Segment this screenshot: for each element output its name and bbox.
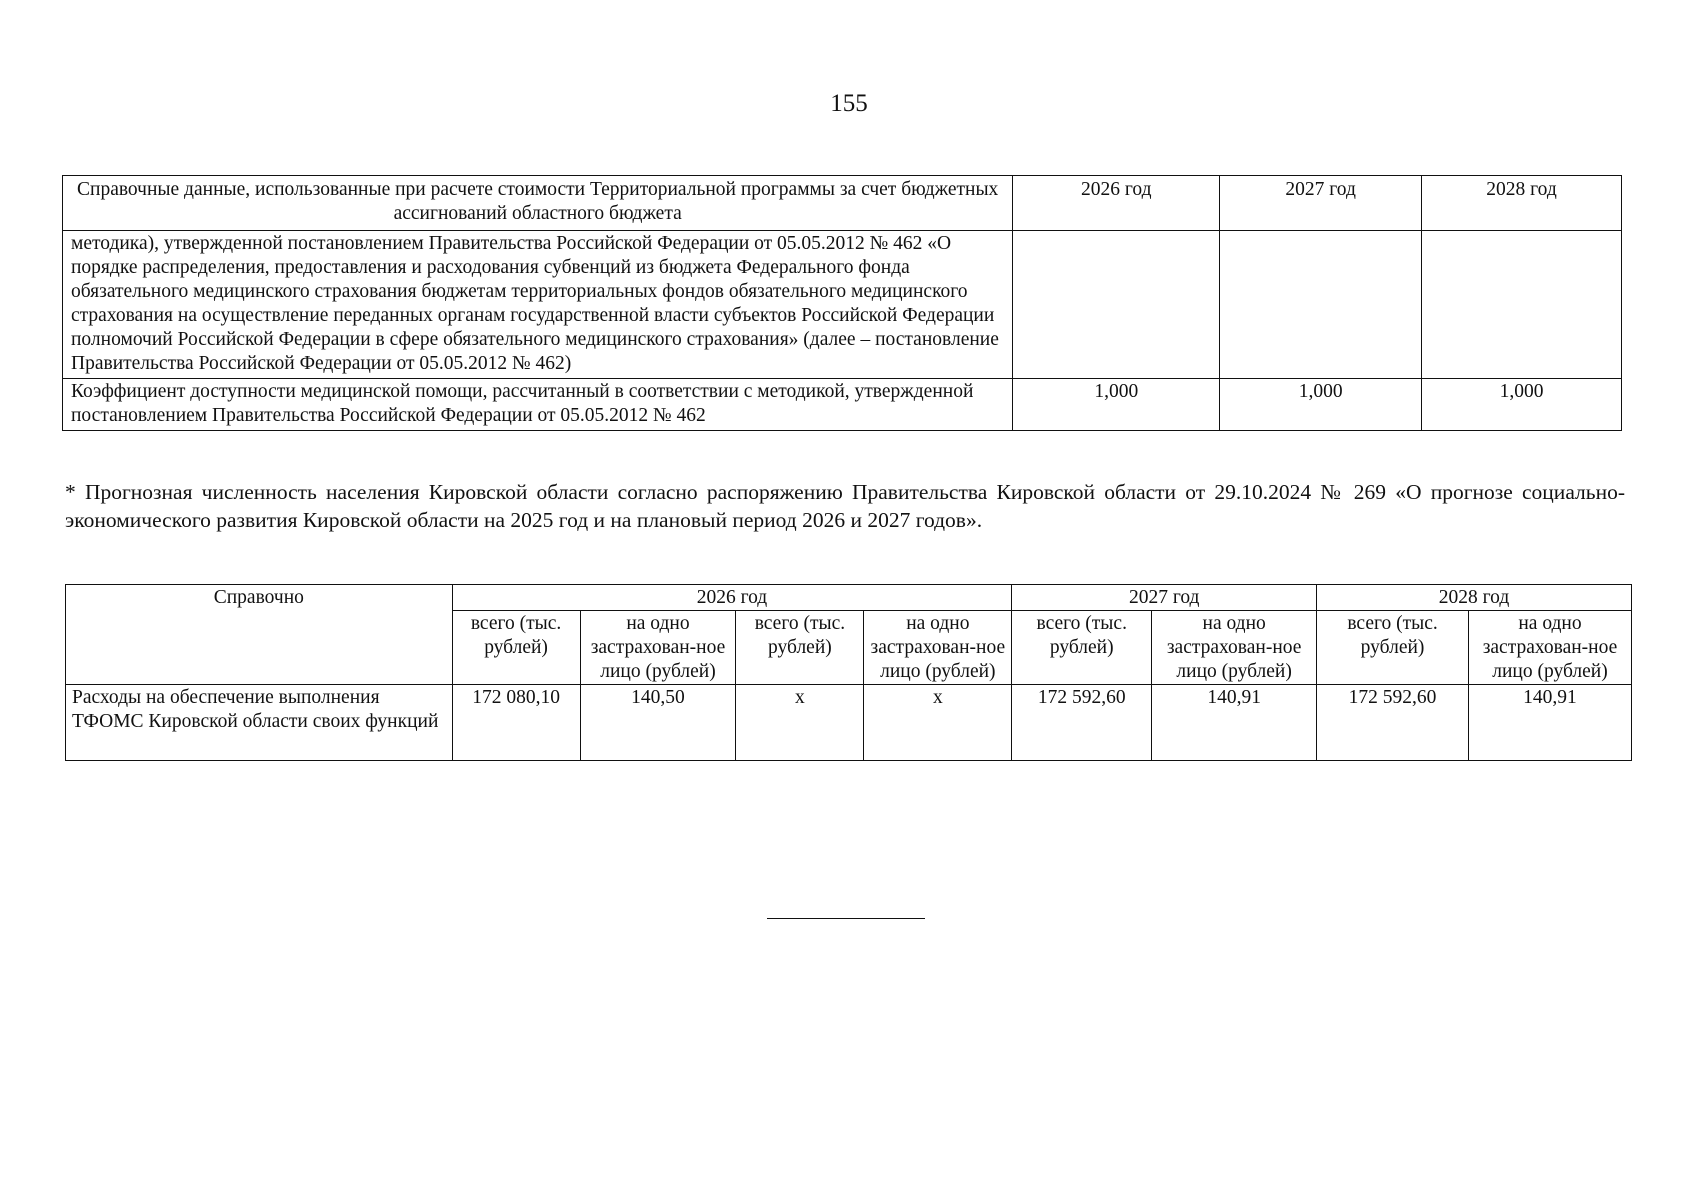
table-row — [63, 231, 1622, 379]
page-number: 155 — [830, 90, 868, 117]
row-label: Расходы на обеспечение выполнения ТФОМС Кировской области своих функций — [66, 685, 453, 761]
subheader-total: всего (тыс. рублей) — [1012, 611, 1152, 685]
subheader-total: всего (тыс. рублей) — [736, 611, 864, 685]
header-year-2028: 2028 год — [1317, 585, 1632, 611]
footnote: * Прогнозная численность населения Кировской области согласно распоряжению Правительства Кировской области от 29.10.2024 № 269 «О прогнозе социально-экономического развития Кировской области на 2025 год и на плановый период 2026 и 2027 годов». — [65, 480, 1625, 532]
row-value: х — [864, 685, 1012, 761]
table-header-row — [63, 176, 1622, 231]
row-value-2026 — [1013, 231, 1220, 379]
subheader-per-insured: на одно застрахован-ное лицо (рублей) — [580, 611, 736, 685]
subheader-total: всего (тыс. рублей) — [452, 611, 580, 685]
row-value-2026: 1,000 — [1013, 379, 1220, 431]
reference-data-table — [62, 175, 1622, 431]
row-value: 172 080,10 — [452, 685, 580, 761]
tfoms-expenses-table — [65, 584, 1632, 761]
row-value-2027 — [1220, 231, 1422, 379]
subheader-per-insured: на одно застрахован-ное лицо (рублей) — [864, 611, 1012, 685]
row-value-2028 — [1422, 231, 1622, 379]
table-row — [63, 379, 1622, 431]
row-value: 140,91 — [1468, 685, 1631, 761]
table-row — [66, 685, 1632, 761]
row-value: 140,50 — [580, 685, 736, 761]
row-value: х — [736, 685, 864, 761]
row-label: методика), утвержденной постановлением Правительства Российской Федерации от 05.05.2012 № 462 «О порядке распределения, предоставления и расходования субвенций из бюджета Федерального фонда обязательного медицинского страхования бюджетам территориальных фондов обязательного медицинского страхования на осуществление переданных органам государственной власти субъектов Российской Федерации полномочий Российской Федерации в сфере обязательного медицинского страхования» (далее – постановление Правительства Российской Федерации от 05.05.2012 № 462) — [63, 231, 1013, 379]
header-year-2026: 2026 год — [452, 585, 1012, 611]
header-year-2027: 2027 год — [1012, 585, 1317, 611]
header-label: Справочно — [66, 585, 453, 685]
table-header-row — [66, 585, 1632, 611]
subheader-total: всего (тыс. рублей) — [1317, 611, 1469, 685]
row-value-2027: 1,000 — [1220, 379, 1422, 431]
row-value: 140,91 — [1152, 685, 1317, 761]
end-separator-line — [767, 918, 925, 919]
subheader-per-insured: на одно застрахован-ное лицо (рублей) — [1468, 611, 1631, 685]
row-value: 172 592,60 — [1317, 685, 1469, 761]
header-year-2028: 2028 год — [1422, 176, 1622, 231]
row-value-2028: 1,000 — [1422, 379, 1622, 431]
header-label: Справочные данные, использованные при расчете стоимости Территориальной программы за счет бюджетных ассигнований областного бюджета — [63, 176, 1013, 231]
header-year-2026: 2026 год — [1013, 176, 1220, 231]
header-year-2027: 2027 год — [1220, 176, 1422, 231]
subheader-per-insured: на одно застрахован-ное лицо (рублей) — [1152, 611, 1317, 685]
row-value: 172 592,60 — [1012, 685, 1152, 761]
row-label: Коэффициент доступности медицинской помощи, рассчитанный в соответствии с методикой, утвержденной постановлением Правительства Российской Федерации от 05.05.2012 № 462 — [63, 379, 1013, 431]
